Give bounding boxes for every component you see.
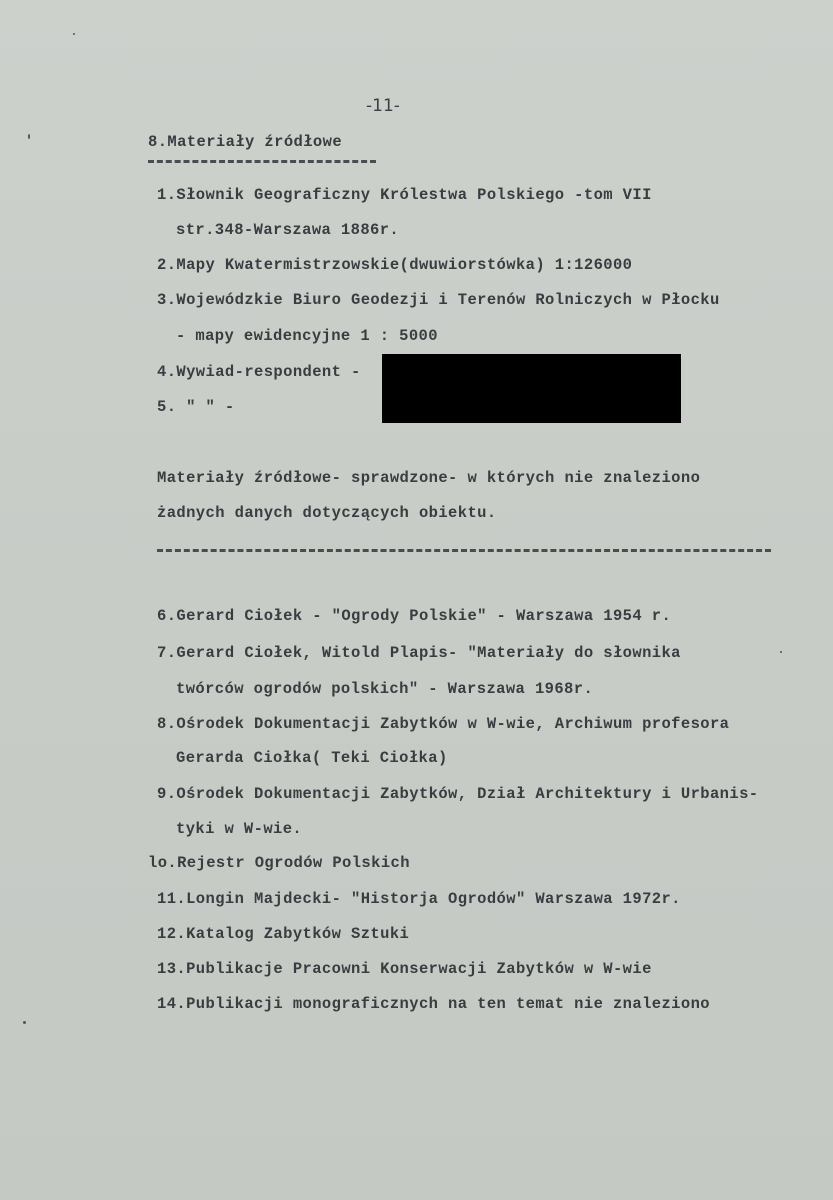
- list-item: 7.Gerard Ciołek, Witold Plapis- "Materiały do słownika: [157, 644, 681, 662]
- list-item: 11.Longin Majdecki- "Historja Ogrodów" Warszawa 1972r.: [157, 890, 681, 908]
- list-item: 3.Wojewódzkie Biuro Geodezji i Terenów Rolniczych w Płocku: [157, 291, 720, 309]
- list-item: 4.Wywiad-respondent -: [157, 363, 361, 381]
- list-item: Gerarda Ciołka( Teki Ciołka): [176, 749, 448, 767]
- list-item: 12.Katalog Zabytków Sztuki: [157, 925, 410, 943]
- margin-mark: [780, 651, 782, 653]
- page-number: -11-: [366, 96, 400, 116]
- list-item: str.348-Warszawa 1886r.: [176, 221, 400, 239]
- note-line: Materiały źródłowe- sprawdzone- w których nie znaleziono: [157, 469, 701, 487]
- section-heading: 8.Materiały źródłowe: [148, 133, 343, 151]
- list-item: 9.Ośrodek Dokumentacji Zabytków, Dział Architektury i Urbanis-: [157, 785, 759, 803]
- heading-underline: [148, 160, 376, 163]
- margin-mark: [73, 33, 75, 35]
- list-item: 2.Mapy Kwatermistrzowskie(dwuwiorstówka) 1:126000: [157, 256, 633, 274]
- note-line: żadnych danych dotyczących obiektu.: [157, 504, 497, 522]
- list-item: lo.Rejestr Ogrodów Polskich: [148, 854, 410, 872]
- margin-mark: [23, 1021, 26, 1024]
- list-item: twórców ogrodów polskich" - Warszawa 1968r.: [176, 680, 594, 698]
- list-item: tyki w W-wie.: [176, 820, 303, 838]
- list-item: 14.Publikacji monograficznych na ten temat nie znaleziono: [157, 995, 710, 1013]
- list-item: 8.Ośrodek Dokumentacji Zabytków w W-wie, Archiwum profesora: [157, 715, 730, 733]
- list-item: - mapy ewidencyjne 1 : 5000: [176, 327, 438, 345]
- list-item: 5. " " -: [157, 398, 235, 416]
- list-item: 6.Gerard Ciołek - "Ogrody Polskie" - Warszawa 1954 r.: [157, 607, 672, 625]
- redaction-block: [382, 354, 681, 423]
- margin-mark: [28, 134, 30, 139]
- separator-rule: [157, 549, 771, 552]
- list-item: 13.Publikacje Pracowni Konserwacji Zabytków w W-wie: [157, 960, 652, 978]
- list-item: 1.Słownik Geograficzny Królestwa Polskiego -tom VII: [157, 186, 652, 204]
